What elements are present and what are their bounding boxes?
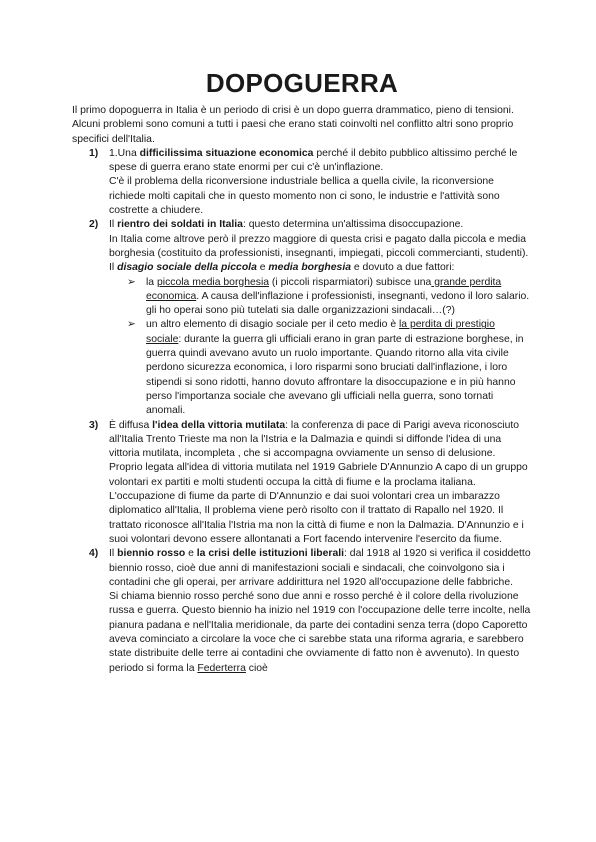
item-1-paragraph-1: 1.Una difficilissima situazione economica perché il debito pubblico altissimo perché le spese di guerra erano state enormi per cui c'è un'inflazione.	[109, 147, 518, 174]
item-4-paragraph-2: Si chiama biennio rosso perché sono due anni e rosso perché è il colore della rivoluzione russa e guerra. Questo biennio ha inizio nel 1919 con l'occupazione delle terre incolte, nella pianura padana e nell'Italia meridionale, da parte dei contadini senza terra (dopo Caporetto aveva cominciato a circolare la voce che ci sarebbe stata una riforma agraria, e sarebbero state distribuite delle terre ai contadini che ovviamente di fatto non è avvenuto). In questo periodo si forma la Federterra cioè	[109, 591, 531, 674]
bullet-item-1	[72, 276, 532, 319]
intro-paragraph-1: Il primo dopoguerra in Italia è un periodo di crisi è un dopo guerra drammatico, pieno di tensioni.	[72, 105, 514, 116]
item-2-paragraph-2: In Italia come altrove però il prezzo maggiore di questa crisi e pagato dalla piccola e media borghesia (costituito da professionisti, insegnanti, impiegati, piccoli commercianti, studenti).	[109, 233, 529, 259]
intro-paragraph-2: Alcuni problemi sono comuni a tutti i paesi che erano stati coinvolti nel conflitto altri sono proprio specifici dell'Italia.	[72, 119, 514, 145]
page-title: DOPOGUERRA	[205, 68, 399, 98]
list-number: 1)	[89, 147, 99, 159]
list-item-4	[72, 547, 532, 676]
item-1-paragraph-2: C'è il problema della riconversione industriale bellica a quella civile, la riconversione richiede molti capitali che in questo momento non ci sono, le industrie e l'attività sono costrette a chiudere.	[109, 176, 500, 217]
arrow-bullet-icon: ➢	[127, 276, 136, 288]
item-3-paragraph-1: È diffusa l'idea della vittoria mutilata: la conferenza di pace di Parigi aveva riconosciuto all'Italia Trento Trieste ma non la l'Istria e la Dalmazia e quindi si diffonde l'idea di una vittoria mutilata, incompleta , che si accompagna ovviamente un senso di delusione.	[109, 419, 520, 460]
list-number: 4)	[89, 548, 99, 560]
item-2-paragraph-3: Il disagio sociale della piccola e media borghesia e dovuto a due fattori:	[109, 262, 455, 274]
list-item-2	[72, 218, 532, 275]
bullet-2-text: un altro elemento di disagio sociale per il ceto medio è la perdita di prestigio sociale: durante la guerra gli ufficiali erano in gran parte di estrazione borghese, in guerra quindi avevano avuto un ruolo importante. Quando ritorno alla vita civile perdono sicurezza economica, i loro risparmi sono bruciati dall'inflazione, i loro stipendi si sono ridotti, hanno dovuto affrontare la disoccupazione e in più hanno perso l'importanza sociale che avevano gli ufficiali nella guerra, sono tornati anomali.	[146, 319, 524, 417]
list-number: 2)	[89, 219, 99, 231]
item-2-paragraph-1: Il rientro dei soldati in Italia: questo determina un'altissima disoccupazione.	[109, 219, 464, 231]
document-page	[72, 68, 532, 676]
bullet-item-2	[72, 318, 532, 418]
list-number: 3)	[89, 419, 99, 431]
item-3-paragraph-2: Proprio legata all'idea di vittoria mutilata nel 1919 Gabriele D'Annunzio A capo di un gruppo volontari ex partiti e molti studenti occupa la città di fiume e la proclama italiana. L'occupazione di fiume da parte di D'Annunzio e dai suoi volontari crea un imbarazzo diplomatico all'Italia, Il problema viene però risolto con il trattato di Rapallo nel 1920. Il trattato riconosce all'Italia l'Istria ma non la città di fiume e non la Dalmazia. D'Annunzio e i suoi volontari devono essere allontanati a Fort facendo intervenire l'esercito da fiume.	[109, 462, 528, 545]
list-item-3	[72, 419, 532, 548]
list-item-1	[72, 147, 532, 218]
bullet-1-text: la piccola media borghesia (i piccoli risparmiatori) subisce una grande perdita economica. A causa dell'inflazione i professionisti, insegnanti, vedono il loro salario. gli ho operai sono più tutelati sia dalle organizzazioni sindacali…(?)	[146, 276, 530, 317]
item-4-paragraph-1: Il biennio rosso e la crisi delle istituzioni liberali: dal 1918 al 1920 si verifica il cosiddetto biennio rosso, cioè due anni di manifestazioni sociali e sindacali, che coinvolgono sia i contadini che gli operai, per arrivare addirittura nel 1920 all'occupazione delle fabbriche.	[109, 548, 531, 588]
arrow-bullet-icon: ➢	[127, 319, 136, 331]
